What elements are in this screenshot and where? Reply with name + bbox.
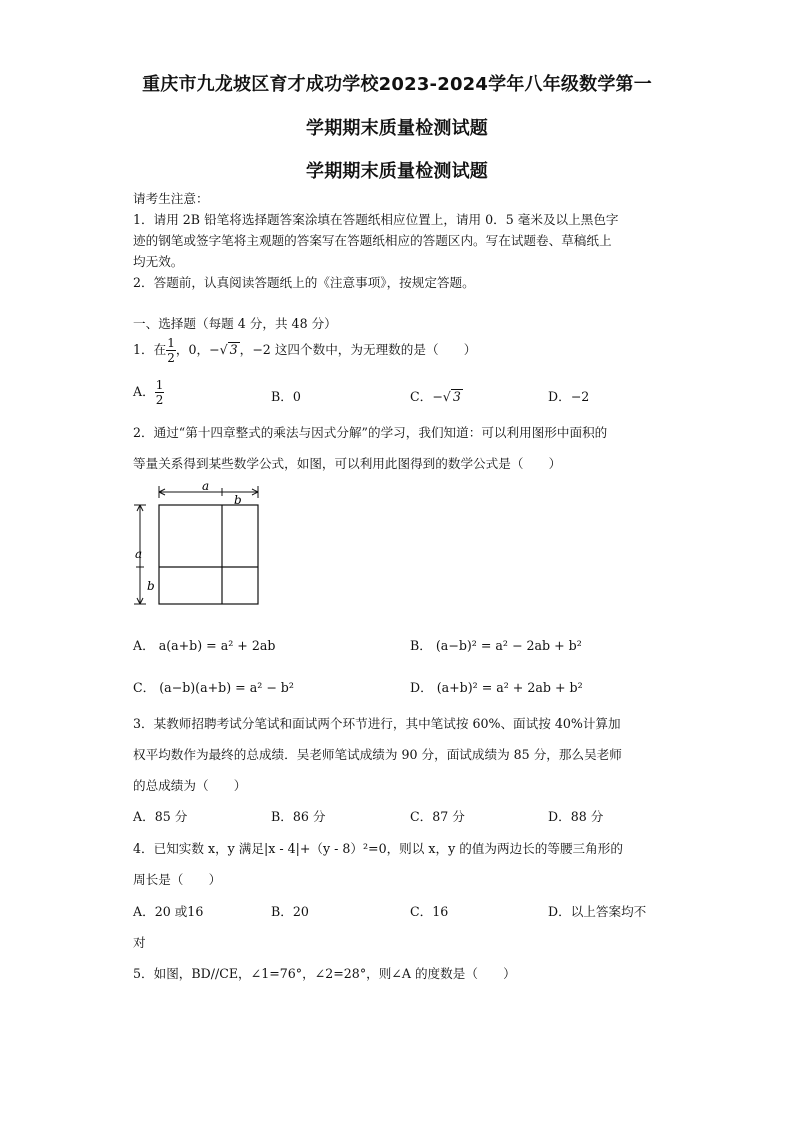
- q4-line-2: 周长是（ ）: [133, 872, 222, 887]
- q4-option-b: B．20: [271, 904, 309, 919]
- q1-option-c: [410, 386, 463, 405]
- notice-item-1-c: 均无效。: [133, 254, 184, 269]
- fig-label-b-left: b: [147, 579, 155, 593]
- q3-option-b: B．86 分: [271, 809, 326, 824]
- q1-num: 1．在: [133, 342, 167, 357]
- q3-line-3: 的总成绩为（ ）: [133, 778, 247, 793]
- notice-item-2: 2．答题前，认真阅读答题纸上的《注意事项》，按规定答题。: [133, 275, 475, 290]
- q1-mid: ，0，−: [175, 342, 220, 357]
- q3-line-2: 权平均数作为最终的总成绩．吴老师笔试成绩为 90 分，面试成绩为 85 分，那么吴老师: [133, 747, 622, 762]
- q1-option-c-sqrt: 3: [452, 389, 461, 404]
- q3-option-c: C．87 分: [410, 809, 465, 824]
- q3-option-a: A．85 分: [133, 809, 188, 824]
- q2-line-1: 2．通过“第十四章整式的乘法与因式分解”的学习，我们知道：可以利用图形中面积的: [133, 425, 608, 440]
- q1-option-a-num: 1: [155, 378, 164, 392]
- q4-option-c: C．16: [410, 904, 449, 919]
- notice-heading: 请考生注意：: [133, 191, 209, 206]
- q2-option-d: D． (a+b)² = a² + 2ab + b²: [410, 680, 583, 695]
- section-1-heading: 一、选择题（每题 4 分，共 48 分）: [133, 316, 337, 331]
- q2-option-a: A． a(a+b) = a² + 2ab: [133, 638, 276, 653]
- q4-line-1: 4．已知实数 x，y 满足|x - 4|+（y - 8）²=0，则以 x，y 的值为两边长的等腰三角形的: [133, 841, 623, 856]
- q1-sqrt: 3: [229, 342, 238, 357]
- sqrt-icon: √: [219, 342, 228, 357]
- q2-option-c: C． (a−b)(a+b) = a² − b²: [133, 680, 294, 695]
- fig-label-a-top: a: [202, 480, 210, 493]
- sqrt-icon: √: [442, 389, 451, 404]
- q1-option-a-label: A．: [133, 384, 155, 399]
- notice-item-1-b: 迹的钢笔或签字笔将主观题的答案写在答题纸相应的答题区内。写在试题卷、草稿纸上: [133, 233, 612, 248]
- q2-square-figure: [128, 480, 268, 610]
- q1-option-b: B．0: [271, 389, 301, 404]
- exam-title-line-1: 重庆市九龙坡区育才成功学校2023-2024学年八年级数学第一: [142, 74, 652, 95]
- outer-square: [159, 505, 258, 604]
- q1-option-a-den: 2: [155, 393, 164, 407]
- q3-option-d: D．88 分: [548, 809, 604, 824]
- q1-tail: ，−2 这四个数中，为无理数的是（ ）: [239, 342, 477, 357]
- q1-option-c-label: C．−: [410, 389, 443, 404]
- exam-title-line-2: 学期期末质量检测试题: [306, 118, 488, 139]
- q2-option-b: B． (a−b)² = a² − 2ab + b²: [410, 638, 582, 653]
- q5-line-1: 5．如图，BD//CE，∠1=76°，∠2=28°，则∠A 的度数是（ ）: [133, 966, 516, 981]
- fig-label-b-top: b: [234, 493, 242, 507]
- q4-option-d: D．以上答案均不: [548, 904, 647, 919]
- q1-frac-den: 2: [167, 351, 175, 365]
- q1-option-d: D．−2: [548, 389, 590, 404]
- q1-option-a: [133, 378, 164, 407]
- q3-line-1: 3．某教师招聘考试分笔试和面试两个环节进行，其中笔试按 60%、面试按 40%计算加: [133, 716, 621, 731]
- q1-option-a-fraction: [155, 378, 165, 407]
- notice-item-1-a: 1．请用 2B 铅笔将选择题答案涂填在答题纸相应位置上，请用 0．5 毫米及以上黑色字: [133, 212, 619, 227]
- q1-frac-num: 1: [167, 336, 175, 350]
- q1-fraction: [166, 336, 176, 365]
- fig-label-a-left: a: [135, 547, 143, 561]
- q2-line-2: 等量关系得到某些数学公式，如图，可以利用此图得到的数学公式是（ ）: [133, 456, 562, 471]
- q4-option-a: A．20 或16: [133, 904, 204, 919]
- exam-title-line-3: 学期期末质量检测试题: [306, 161, 488, 182]
- question-1-stem: [133, 336, 476, 365]
- q4-option-d-continued: 对: [133, 935, 146, 950]
